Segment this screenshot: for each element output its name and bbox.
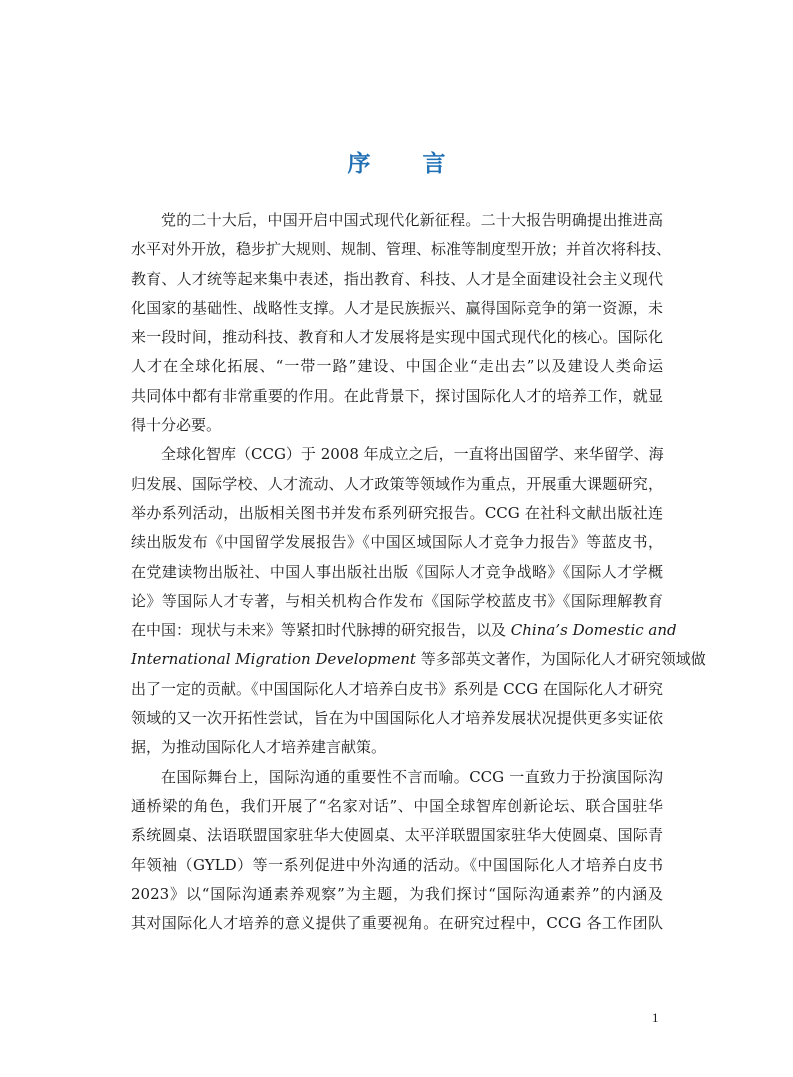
- text-line: 年领袖（GYLD）等一系列促进中外沟通的活动。《中国国际化人才培养白皮书: [131, 855, 663, 874]
- text-line: 系统圆桌、法语联盟国家驻华大使圆桌、太平洋联盟国家驻华大使圆桌、国际青: [131, 826, 663, 845]
- text-line: 领域的又一次开拓性尝试，旨在为中国国际化人才培养发展状况提供更多实证依: [131, 709, 663, 728]
- text-line: 全球化智库（CCG）于 2008 年成立之后，一直将出国留学、来华留学、海: [161, 445, 664, 464]
- english-title: China’s Domestic and: [510, 621, 677, 640]
- text-line: 归发展、国际学校、人才流动、人才政策等领域作为重点，开展重大课题研究，: [131, 474, 663, 493]
- text-line: 论》等国际人才专著，与相关机构合作发布《国际学校蓝皮书》《国际理解教育: [131, 591, 663, 610]
- text-line: 据，为推动国际化人才培养建言献策。: [131, 738, 387, 757]
- english-title: International Migration Development: [131, 650, 416, 669]
- text-line: [131, 616, 677, 645]
- text-line: 党的二十大后，中国开启中国式现代化新征程。二十大报告明确提出推进高: [161, 211, 663, 229]
- text-line: 2023》以“国际沟通素养观察”为主题，为我们探讨“国际沟通素养”的内涵及: [131, 884, 663, 903]
- text-line: 出了一定的贡献。《中国国际化人才培养白皮书》系列是 CCG 在国际化人才研究: [131, 679, 663, 698]
- text-line: 续出版发布《中国留学发展报告》《中国区域国际人才竞争力报告》等蓝皮书，: [131, 533, 663, 552]
- text-line: 水平对外开放，稳步扩大规则、规制、管理、标准等制度型开放；并首次将科技、: [131, 240, 672, 259]
- text-line: 其对国际化人才培养的意义提供了重要视角。在研究过程中，CCG 各工作团队: [131, 914, 663, 933]
- text-line: 教育、人才统等起来集中表述，指出教育、科技、人才是全面建设社会主义现代: [131, 269, 663, 288]
- text-line: 在党建读物出版社、中国人事出版社出版《国际人才竞争战略》《国际人才学概: [131, 562, 663, 581]
- text-line-chinese: 等多部英文著作，为国际化人才研究领域做: [420, 650, 706, 669]
- text-line: 举办系列活动，出版相关图书并发布系列研究报告。CCG 在社科文献出版社连: [131, 503, 663, 522]
- text-line: 共同体中都有非常重要的作用。在此背景下，探讨国际化人才的培养工作，就显: [131, 386, 663, 405]
- page-title: 序 言: [347, 151, 468, 177]
- text-line: 人才在全球化拓展、“一带一路”建设、中国企业“走出去”以及建设人类命运: [131, 357, 663, 376]
- text-line-chinese: 在中国：现状与未来》等紧扣时代脉搏的研究报告，以及: [131, 621, 507, 640]
- page-number: 1: [652, 1010, 659, 1025]
- text-line: [131, 645, 706, 674]
- text-line: 来一段时间，推动科技、教育和人才发展将是实现中国式现代化的核心。国际化: [131, 328, 663, 347]
- body-text: [131, 206, 706, 938]
- text-line: 在国际舞台上，国际沟通的重要性不言而喻。CCG 一直致力于扮演国际沟: [161, 767, 663, 786]
- text-line: 得十分必要。: [131, 416, 222, 435]
- text-line: 化国家的基础性、战略性支撑。人才是民族振兴、赢得国际竞争的第一资源，未: [131, 298, 663, 317]
- text-line: 通桥梁的角色，我们开展了“名家对话”、中国全球智库创新论坛、联合国驻华: [131, 796, 663, 815]
